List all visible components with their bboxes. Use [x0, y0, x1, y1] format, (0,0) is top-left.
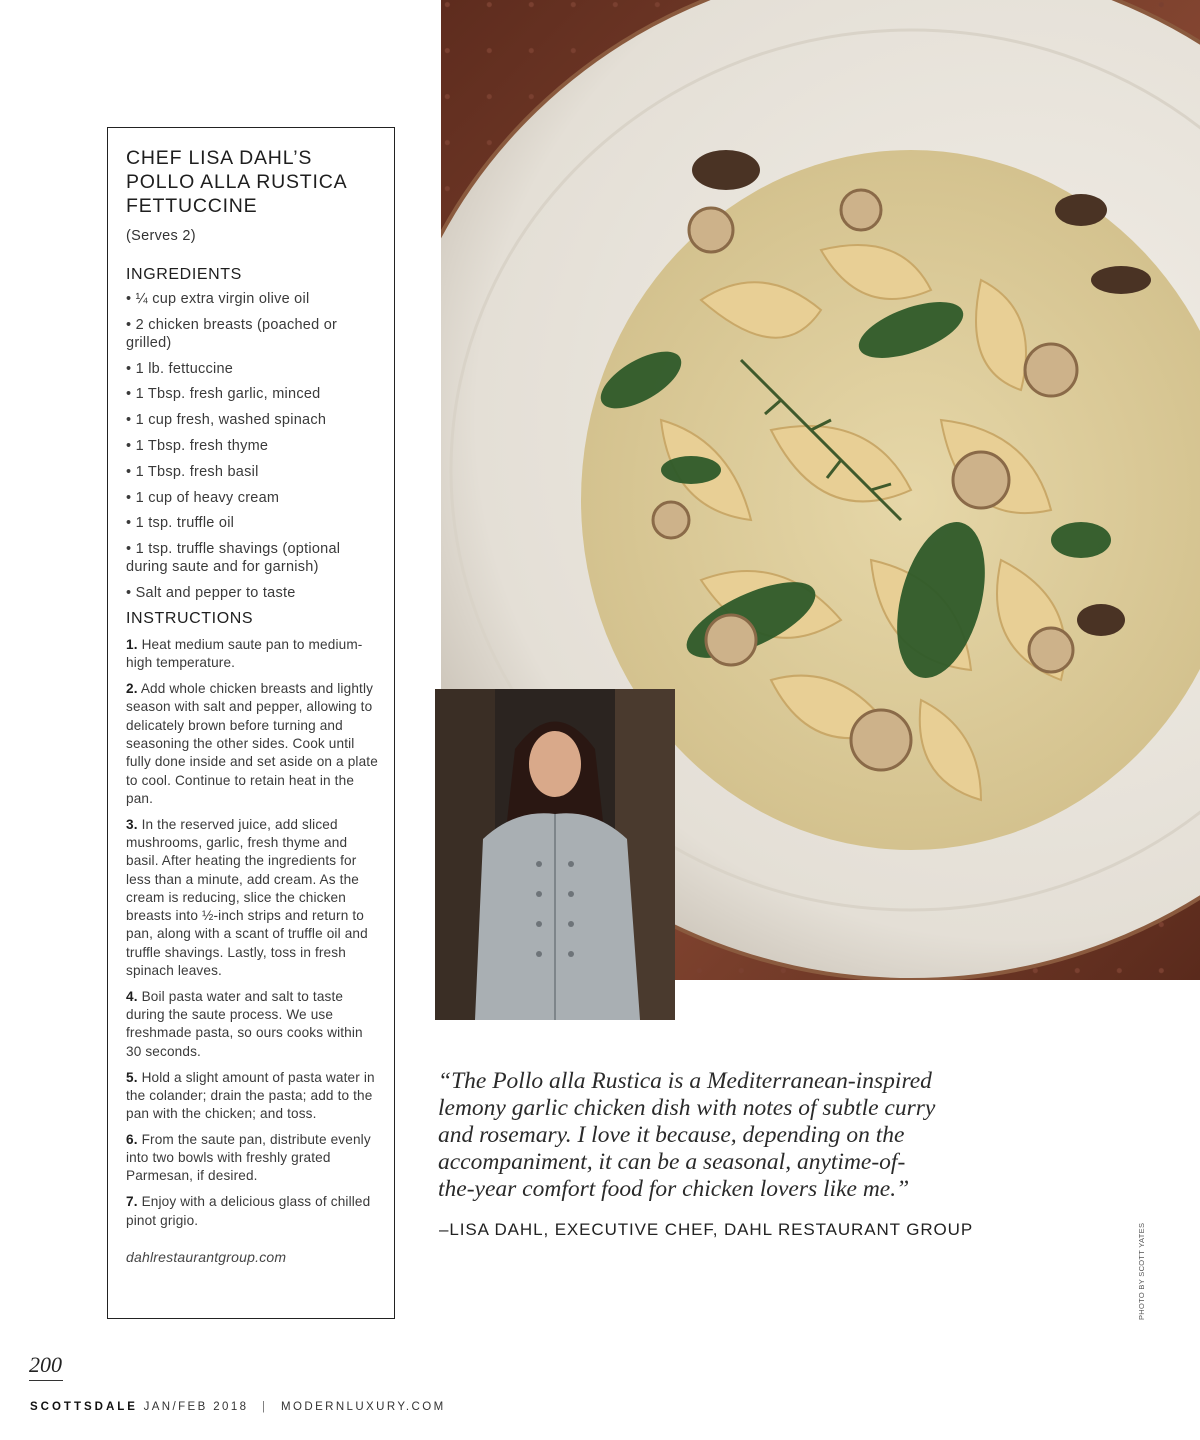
recipe-title-line: POLLO ALLA RUSTICA — [126, 171, 348, 193]
instructions-heading: INSTRUCTIONS — [126, 609, 254, 627]
instructions-list — [126, 636, 378, 1230]
chef-quote: “The Pollo alla Rustica is a Mediterranean-inspired lemony garlic chicken dish with notes of subtle curry and rosemary. I love it because, depending on the accompaniment, it can be a seasonal, anytime-of-the-year comfort food for chicken lovers like me.” — [438, 1068, 936, 1202]
serves-note: (Serves 2) — [126, 228, 196, 244]
footer-separator: | — [262, 1401, 268, 1413]
ingredient-item: • 1 Tbsp. fresh basil — [126, 463, 259, 480]
quote-attribution: –LISA DAHL, EXECUTIVE CHEF, DAHL RESTAURANT GROUP — [439, 1220, 974, 1239]
instruction-step — [126, 1131, 378, 1186]
ingredient-item: • ¼ cup extra virgin olive oil — [126, 291, 310, 307]
step-number: 5. — [126, 1069, 138, 1085]
restaurant-website: dahlrestaurantgroup.com — [126, 1248, 287, 1265]
recipe-title — [126, 146, 378, 218]
magazine-website: MODERNLUXURY.COM — [281, 1401, 446, 1413]
ingredient-item: • 2 chicken breasts (poached or grilled) — [126, 316, 338, 351]
ingredients-list — [126, 290, 378, 602]
step-number: 1. — [126, 636, 138, 652]
step-text: From the saute pan, distribute evenly into two bowls with freshly grated Parmesan, if desired. — [126, 1131, 371, 1184]
instruction-step — [126, 1069, 378, 1124]
ingredient-item: • 1 Tbsp. fresh thyme — [126, 437, 269, 454]
ingredient-item: • Salt and pepper to taste — [126, 584, 296, 601]
magazine-name: SCOTTSDALE — [30, 1401, 138, 1413]
recipe-title-line: FETTUCCINE — [126, 195, 258, 217]
step-number: 4. — [126, 988, 138, 1004]
ingredient-item: • 1 tsp. truffle shavings (optional during saute and for garnish) — [126, 541, 341, 576]
recipe-title-line: CHEF LISA DAHL’S — [126, 147, 313, 169]
instruction-step — [126, 680, 378, 808]
step-text: In the reserved juice, add sliced mushrooms, garlic, fresh thyme and basil. After heating the ingredients for less than a minute, add cream. As the cream is reducing, slice the chicken breasts into ½-inch strips and return to pan, along with a scant of truffle oil and truffle shavings. Lastly, toss in fresh spinach leaves. — [126, 816, 368, 979]
page-number: 200 — [29, 1352, 62, 1377]
step-text: Boil pasta water and salt to taste during the saute process. We use freshmade pasta, so ours cooks within 30 seconds. — [126, 988, 363, 1059]
ingredient-item: • 1 lb. fettuccine — [126, 360, 234, 377]
page-number-rule — [29, 1380, 63, 1381]
instruction-step — [126, 636, 378, 673]
instruction-step — [126, 816, 378, 981]
instruction-step — [126, 1193, 378, 1230]
ingredient-item: • 1 cup fresh, washed spinach — [126, 412, 327, 429]
magazine-footer — [30, 1401, 446, 1413]
chef-portrait-illustration — [435, 689, 675, 1020]
step-number: 3. — [126, 816, 138, 832]
ingredient-item: • 1 tsp. truffle oil — [126, 515, 235, 532]
ingredient-item: • 1 Tbsp. fresh garlic, minced — [126, 386, 321, 403]
recipe-box — [107, 127, 395, 1319]
issue-date: JAN/FEB 2018 — [143, 1401, 249, 1413]
step-number: 6. — [126, 1131, 138, 1147]
ingredients-heading: INGREDIENTS — [126, 266, 242, 283]
step-text: Hold a slight amount of pasta water in the colander; drain the pasta; add to the pan with the chicken; and toss. — [126, 1069, 375, 1122]
chef-portrait-photo — [435, 689, 675, 1020]
step-number: 7. — [126, 1194, 138, 1210]
step-number: 2. — [126, 681, 138, 697]
step-text: Add whole chicken breasts and lightly season with salt and pepper, allowing to delicately brown before turning and seasoning the other sides. Cook until fully done inside and set aside on a plate to cool. Continue to retain heat in the pan. — [126, 681, 378, 806]
ingredient-item: • 1 cup of heavy cream — [126, 489, 280, 506]
photo-credit: PHOTO BY SCOTT YATES — [1137, 1222, 1146, 1320]
instruction-step — [126, 988, 378, 1061]
step-text: Heat medium saute pan to medium-high temperature. — [126, 636, 363, 671]
step-text: Enjoy with a delicious glass of chilled pinot grigio. — [126, 1194, 371, 1228]
